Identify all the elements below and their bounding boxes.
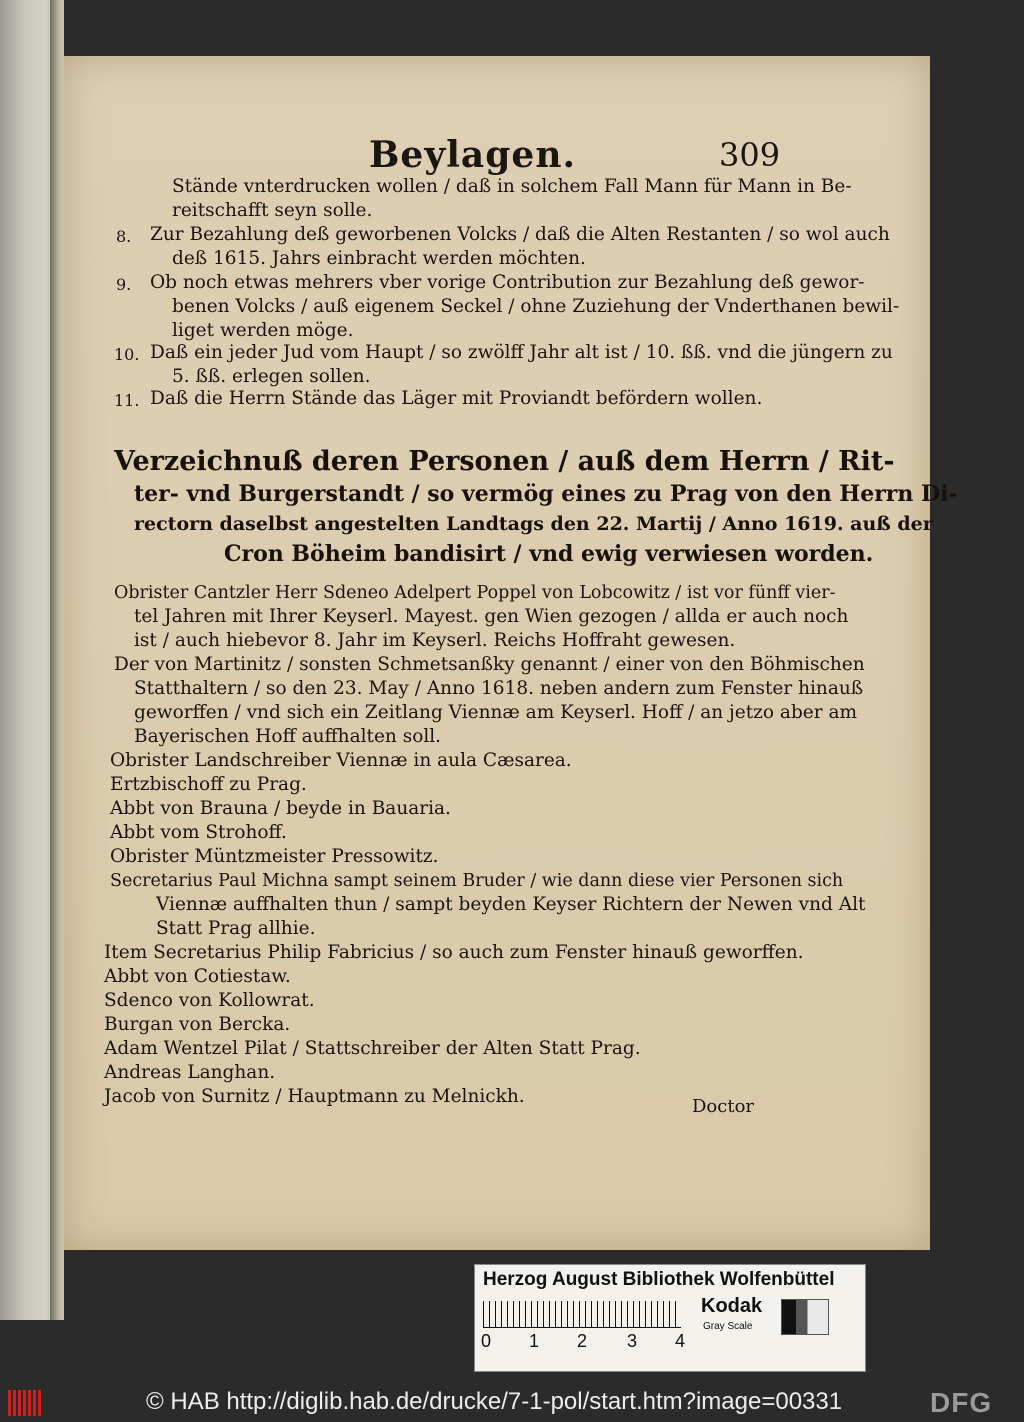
hab-logo-icon [8, 1390, 42, 1416]
list-line: 5. ßß. erlegen sollen. [172, 366, 371, 387]
entry-line: Sdenco von Kollowrat. [104, 990, 315, 1011]
list-line: reitschafft seyn solle. [172, 200, 373, 221]
heading-line: rectorn daselbst angestelten Landtags den 22. Martij / Anno 1619. auß der [134, 513, 933, 535]
list-line: Daß die Herrn Stände das Läger mit Proviandt befördern wollen. [150, 388, 763, 409]
gray-scale-swatch [781, 1299, 829, 1335]
ruler-number: 2 [577, 1331, 588, 1351]
entry-line: Abbt vom Strohoff. [110, 822, 287, 843]
book-fold-shadow [50, 0, 64, 1320]
heading-line: ter- vnd Burgerstandt / so vermög eines zu Prag von den Herrn Di- [134, 481, 958, 507]
ruler-number: 4 [675, 1331, 686, 1351]
entry-line: Jacob von Surnitz / Hauptmann zu Melnickh. [104, 1086, 525, 1107]
library-name: Herzog August Bibliothek Wolfenbüttel [483, 1269, 835, 1290]
list-line: Ob noch etwas mehrers vber vorige Contribution zur Bezahlung deß gewor- [150, 272, 865, 293]
entry-line: Abbt von Brauna / beyde in Bauaria. [110, 798, 451, 819]
viewer-footer [0, 1386, 1024, 1422]
ruler-number: 1 [529, 1331, 540, 1351]
list-number: 10. [114, 345, 140, 364]
entry-line: Obrister Müntzmeister Pressowitz. [110, 846, 439, 867]
copyright-link[interactable]: © HAB http://diglib.hab.de/drucke/7-1-pol/start.htm?image=00331 [146, 1388, 843, 1415]
entry-line: Ertzbischoff zu Prag. [110, 774, 307, 795]
list-line: Stände vnterdrucken wollen / daß in solchem Fall Mann für Mann in Be- [172, 176, 852, 197]
entry-line: Andreas Langhan. [104, 1062, 276, 1083]
entry-line: ist / auch hiebevor 8. Jahr im Keyserl. Reichs Hoffraht gewesen. [134, 630, 736, 651]
ruler-number: 0 [481, 1331, 492, 1351]
list-line: benen Volcks / auß eigenem Seckel / ohne Zuziehung der Vnderthanen bewil- [172, 296, 900, 317]
heading-line: Verzeichnuß deren Personen / auß dem Herrn / Rit- [114, 446, 895, 477]
heading-line: Cron Böheim bandisirt / vnd ewig verwiesen worden. [224, 541, 874, 567]
entry-line: Statthaltern / so den 23. May / Anno 1618. neben andern zum Fenster hinauß [134, 678, 864, 699]
ruler-numbers [481, 1331, 691, 1355]
entry-line: Bayerischen Hoff auffhalten soll. [134, 726, 442, 747]
dfg-logo: DFG [930, 1387, 993, 1418]
entry-line: Der von Martinitz / sonsten Schmetsanßky genannt / einer von den Böhmischen [114, 654, 865, 675]
list-line: liget werden möge. [172, 320, 354, 341]
list-line: Daß ein jeder Jud vom Haupt / so zwölff Jahr alt ist / 10. ßß. vnd die jüngern zu [150, 342, 893, 363]
entry-line: Abbt von Cotiestaw. [104, 966, 291, 987]
list-number: 8. [116, 227, 132, 246]
entry-line: geworffen / vnd sich ein Zeitlang Viennæ am Keyserl. Hoff / an jetzo aber am [134, 702, 858, 723]
entry-line: Burgan von Bercka. [104, 1014, 291, 1035]
entry-line: Viennæ auffhalten thun / sampt beyden Keyser Richtern der Newen vnd Alt [156, 894, 866, 915]
ruler-scale [483, 1301, 681, 1328]
list-line: deß 1615. Jahrs einbracht werden möchten. [172, 248, 586, 269]
entry-line: Item Secretarius Philip Fabricius / so auch zum Fenster hinauß geworffen. [104, 942, 804, 963]
entry-line: Obrister Landschreiber Viennæ in aula Cæsarea. [110, 750, 572, 771]
scanned-page [64, 56, 958, 1250]
list-line: Zur Bezahlung deß geworbenen Volcks / daß die Alten Restanten / so wol auch [150, 224, 890, 245]
running-head: Beylagen. [369, 134, 577, 176]
ruler-number: 3 [627, 1331, 638, 1351]
page-number: 309 [719, 136, 781, 174]
list-number: 9. [116, 275, 132, 294]
entry-line: Statt Prag allhie. [156, 918, 316, 939]
list-number: 11. [114, 391, 140, 410]
catchword: Doctor [692, 1096, 755, 1117]
entry-line: tel Jahren mit Ihrer Keyserl. Mayest. gen Wien gezogen / allda er auch noch [134, 606, 849, 627]
entry-line: Adam Wentzel Pilat / Stattschreiber der Alten Statt Prag. [104, 1038, 641, 1059]
library-scale-label [474, 1264, 866, 1372]
entry-line: Obrister Cantzler Herr Sdeneo Adelpert Poppel von Lobcowitz / ist vor fünff vier- [114, 583, 836, 603]
kodak-logo: Kodak [701, 1295, 763, 1317]
gray-scale-caption: Gray Scale [703, 1321, 753, 1332]
entry-line: Secretarius Paul Michna sampt seinem Bruder / wie dann diese vier Personen sich [110, 871, 844, 891]
